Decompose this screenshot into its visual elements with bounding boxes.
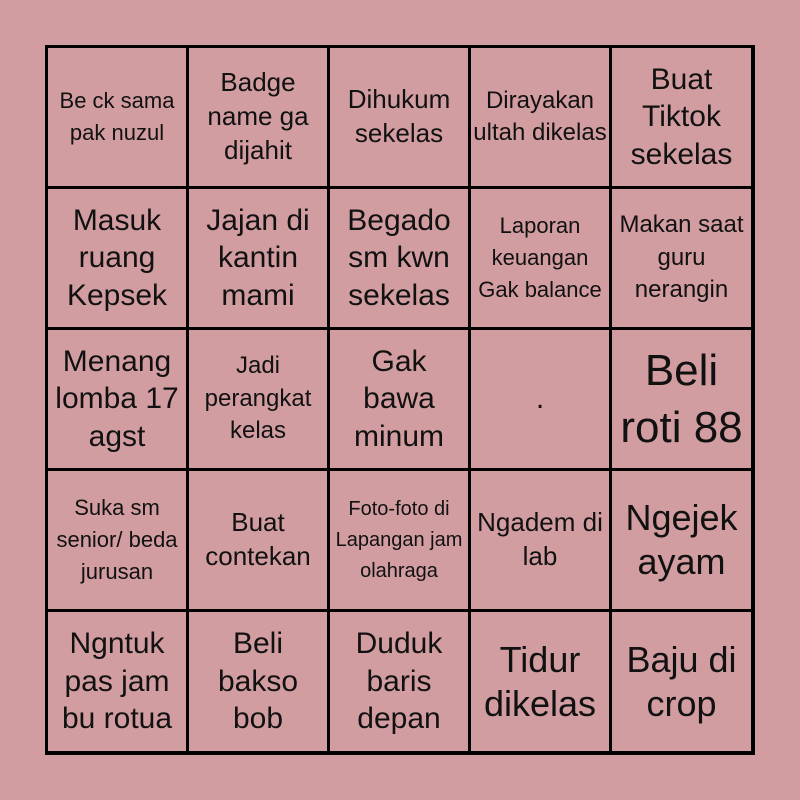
- bingo-cell-label: Buat contekan: [205, 507, 311, 571]
- bingo-cell-label: Begado sm kwn sekelas: [347, 203, 451, 312]
- bingo-cell-r1c5[interactable]: [612, 48, 751, 186]
- bingo-cell-r1c4[interactable]: [471, 48, 609, 186]
- bingo-cell-r2c5[interactable]: [612, 189, 751, 327]
- bingo-cell-label: Duduk baris depan: [355, 627, 443, 736]
- bingo-cell-r4c1[interactable]: [48, 471, 186, 609]
- bingo-cell-label: Gak bawa minum: [353, 344, 444, 453]
- bingo-cell-label: .: [535, 382, 545, 416]
- bingo-cell-r1c2[interactable]: [189, 48, 327, 186]
- bingo-cell-r2c2[interactable]: [189, 189, 327, 327]
- bingo-cell-r4c5[interactable]: [612, 471, 751, 609]
- bingo-cell-label: Menang lomba 17 agst: [55, 344, 179, 453]
- bingo-cell-label: Foto-foto di Lapangan jam olahraga: [335, 497, 463, 582]
- bingo-cell-label: Ngejek ayam: [625, 497, 738, 582]
- bingo-cell-r3c1[interactable]: [48, 330, 186, 468]
- bingo-board: [45, 45, 755, 755]
- bingo-cell-label: Be ck sama pak nuzul: [59, 88, 175, 145]
- bingo-cell-r3c3[interactable]: [330, 330, 468, 468]
- bingo-cell-r5c2[interactable]: [189, 612, 327, 751]
- bingo-cell-r3c2[interactable]: [189, 330, 327, 468]
- bingo-cell-label: Jajan di kantin mami: [206, 203, 310, 312]
- bingo-cell-label: Suka sm senior/ beda jurusan: [56, 495, 178, 584]
- bingo-cell-label: Laporan keuangan Gak balance: [478, 213, 602, 302]
- bingo-cell-label: Masuk ruang Kepsek: [66, 203, 168, 312]
- bingo-cell-r5c5[interactable]: [612, 612, 751, 751]
- bingo-cell-r4c4[interactable]: [471, 471, 609, 609]
- bingo-cell-r2c4[interactable]: [471, 189, 609, 327]
- bingo-cell-r3c5[interactable]: [612, 330, 751, 468]
- bingo-cell-r1c3[interactable]: [330, 48, 468, 186]
- bingo-cell-label: Beli roti 88: [620, 345, 743, 452]
- bingo-cell-r3c4-free[interactable]: [471, 330, 609, 468]
- bingo-cell-label: Baju di crop: [626, 638, 737, 724]
- bingo-cell-r5c4[interactable]: [471, 612, 609, 751]
- bingo-cell-r2c3[interactable]: [330, 189, 468, 327]
- bingo-cell-r5c1[interactable]: [48, 612, 186, 751]
- bingo-cell-label: Ngntuk pas jam bu rotua: [61, 627, 173, 736]
- bingo-cell-label: Tidur dikelas: [483, 638, 597, 724]
- bingo-cell-label: Beli bakso bob: [217, 627, 299, 736]
- bingo-cell-label: Ngadem di lab: [477, 507, 603, 571]
- bingo-cell-r1c1[interactable]: [48, 48, 186, 186]
- bingo-cell-r4c3[interactable]: [330, 471, 468, 609]
- bingo-cell-label: Badge name ga dijahit: [207, 67, 309, 165]
- bingo-cell-label: Jadi perangkat kelas: [204, 352, 312, 445]
- bingo-cell-label: Dihukum sekelas: [347, 84, 451, 148]
- bingo-cell-label: Dirayakan ultah dikelas: [473, 86, 607, 146]
- bingo-cell-r4c2[interactable]: [189, 471, 327, 609]
- bingo-cell-r5c3[interactable]: [330, 612, 468, 751]
- bingo-cell-r2c1[interactable]: [48, 189, 186, 327]
- bingo-cell-label: Buat Tiktok sekelas: [630, 62, 733, 171]
- bingo-cell-label: Makan saat guru nerangin: [619, 211, 744, 304]
